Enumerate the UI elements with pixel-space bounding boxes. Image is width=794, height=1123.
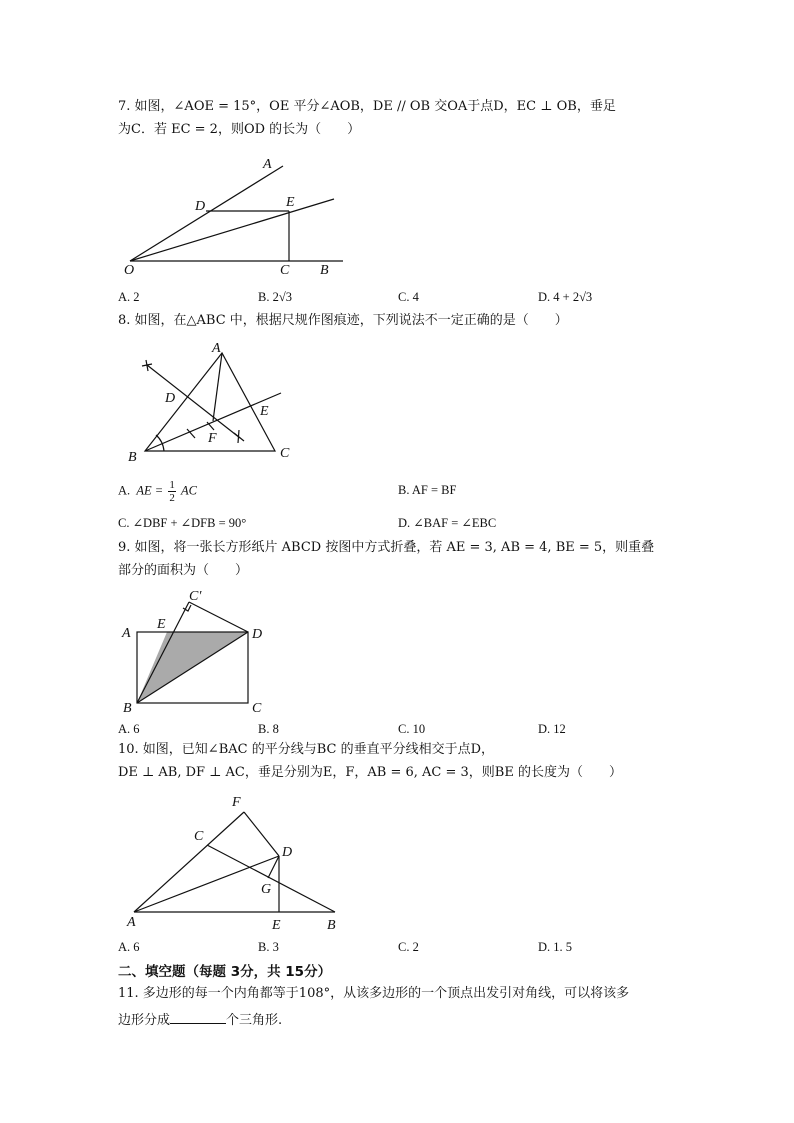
q8-option-a-rhs: AC: [181, 483, 197, 498]
q7-option-d[interactable]: D. 4 + 2√3: [538, 290, 593, 304]
q10-segment-CB: [207, 845, 335, 912]
q10-label-D: D: [282, 845, 293, 860]
q8-label-C: C: [280, 446, 290, 461]
q8-option-a-lhs: AE =: [136, 483, 164, 498]
q9-option-a[interactable]: A. 6: [118, 722, 140, 736]
q10-label-A: A: [127, 915, 136, 930]
q8-label-A: A: [212, 341, 221, 356]
q10-segment-FD: [244, 812, 279, 856]
q10-label-C: C: [194, 829, 204, 844]
q8-label-D: D: [165, 391, 176, 406]
q9-option-b[interactable]: B. 8: [258, 722, 279, 736]
q9-stem-line1: 9. 如图，将一张长方形纸片 ABCD 按图中方式折叠，若 AE = 3, AB = 4, BE = 5，则重叠: [118, 540, 655, 555]
q7-label-B: B: [320, 263, 329, 278]
q11-stem-line2: [118, 1011, 282, 1029]
q7-label-A: A: [263, 157, 272, 172]
q11-text-before-blank: 边形分成: [118, 1013, 171, 1028]
q10-label-F: F: [232, 795, 241, 810]
q10-stem-line1: 10. 如图，已知∠BAC 的平分线与BC 的垂直平分线相交于点D，: [118, 742, 495, 757]
q9-label-E: E: [157, 617, 166, 632]
q9-label-C1: C′: [189, 589, 202, 604]
q10-ray-AF: [134, 812, 244, 912]
q10-label-E: E: [272, 918, 281, 933]
q10-option-a[interactable]: A. 6: [118, 940, 140, 954]
q7-option-c[interactable]: C. 4: [398, 290, 419, 304]
q8-option-a-numerator: 1: [169, 479, 175, 491]
q10-option-b[interactable]: B. 3: [258, 940, 279, 954]
q10-option-c[interactable]: C. 2: [398, 940, 419, 954]
q11-answer-blank[interactable]: [170, 1011, 226, 1024]
q8-option-a-denominator: 2: [169, 492, 175, 504]
q8-label-F: F: [208, 431, 217, 446]
q7-option-b[interactable]: B. 2√3: [258, 290, 292, 304]
q7-stem-line1: 7. 如图，∠AOE = 15°，OE 平分∠AOB，DE // OB 交OA于点D，EC ⊥ OB，垂足: [118, 99, 616, 114]
q7-stem-line2: 为C．若 EC = 2，则OD 的长为（ ）: [118, 122, 361, 137]
q7-label-E: E: [286, 195, 295, 210]
q7-label-D: D: [195, 199, 206, 214]
q9-option-d[interactable]: D. 12: [538, 722, 566, 736]
q10-label-G: G: [261, 882, 272, 897]
q8-option-d[interactable]: D. ∠BAF = ∠EBC: [398, 516, 497, 530]
q8-label-B: B: [128, 450, 137, 465]
q8-option-b[interactable]: B. AF = BF: [398, 483, 457, 497]
q8-label-E: E: [260, 404, 269, 419]
q7-label-O: O: [124, 263, 135, 278]
q9-stem-line2: 部分的面积为（ ）: [118, 563, 249, 578]
q8-option-c[interactable]: C. ∠DBF + ∠DFB = 90°: [118, 516, 247, 530]
q10-option-d[interactable]: D. 1. 5: [538, 940, 573, 954]
q9-label-A: A: [122, 626, 131, 641]
section-2-heading: 二、填空题（每题 3分，共 15分）: [118, 964, 332, 980]
q9-label-C: C: [252, 701, 262, 716]
q9-label-B: B: [123, 701, 132, 716]
q10-label-B: B: [327, 918, 336, 933]
q7-option-a[interactable]: A. 2: [118, 290, 140, 304]
q10-stem-line2: DE ⊥ AB, DF ⊥ AC，垂足分别为E，F，AB = 6, AC = 3，则BE 的长度为（ ）: [118, 765, 622, 780]
q8-option-a-prefix: A.: [118, 483, 131, 498]
q8-stem-line1: 8. 如图，在△ABC 中，根据尺规作图痕迹，下列说法不一定正确的是（ ）: [118, 313, 568, 328]
q10-bisector-AD: [134, 856, 279, 912]
q11-text-after-blank: 个三角形.: [226, 1013, 283, 1028]
q9-label-D: D: [252, 627, 263, 642]
q11-stem-line1: 11. 多边形的每一个内角都等于108°，从该多边形的一个顶点出发引对角线，可以将该多: [118, 986, 630, 1001]
q9-option-c[interactable]: C. 10: [398, 722, 426, 736]
q7-label-C: C: [280, 263, 290, 278]
